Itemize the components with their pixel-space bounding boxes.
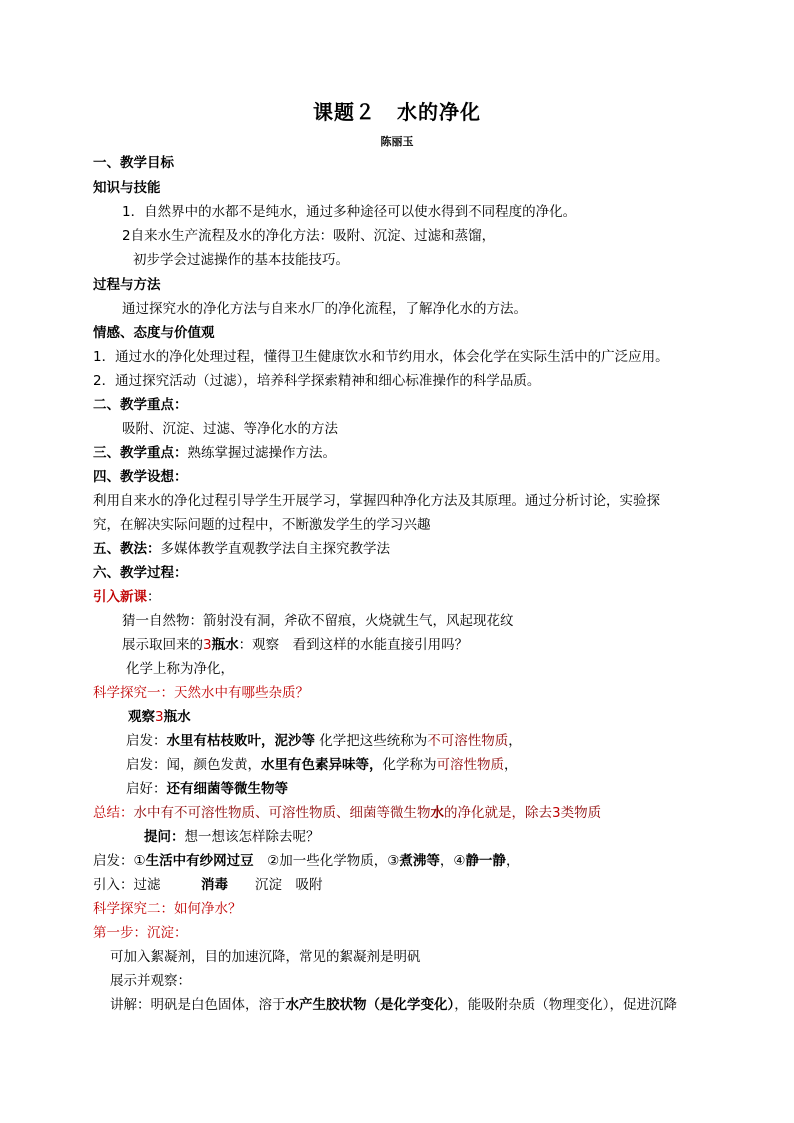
text-segment: ， <box>508 733 522 749</box>
text-line <box>93 804 601 822</box>
text-line <box>122 300 527 318</box>
text-segment: 水中有不可溶性物质、可溶性物质、细菌等微生物 <box>133 805 431 821</box>
text-segment: 还有细菌等微生物等 <box>166 781 288 797</box>
text-segment: 观察 <box>128 709 155 725</box>
text-segment: 初步学会过滤操作的基本技能技巧。 <box>133 252 349 268</box>
text-line <box>110 948 421 966</box>
text-segment: 生活中有纱网过豆 <box>145 853 254 869</box>
text-line <box>93 588 161 606</box>
text-line <box>126 660 234 678</box>
text-segment: 煮沸等 <box>399 853 440 869</box>
text-line <box>93 179 161 197</box>
text-segment: ，能吸附杂质（物理变化），促进沉降 <box>454 997 677 1013</box>
text-segment: 想一想该怎样除去呢？ <box>184 829 320 845</box>
text-segment: 化学上称为净化， <box>126 661 234 677</box>
text-line <box>133 251 349 269</box>
text-segment: 总结： <box>93 805 134 821</box>
text-segment: 科学探究二：如何净水？ <box>93 901 242 917</box>
text-segment: 第一步：沉淀： <box>93 925 188 941</box>
text-segment: 水里有色素异味等， <box>261 757 383 773</box>
text-segment: 过程与方法 <box>93 277 161 293</box>
text-segment: 3 <box>552 805 561 821</box>
text-line <box>93 324 215 342</box>
text-segment: 水里有枯枝败叶，泥沙等 <box>166 733 315 749</box>
text-segment: 展示取回来的 <box>122 637 203 653</box>
text-segment: ： <box>147 589 161 605</box>
text-segment: 展示并观察： <box>110 973 191 989</box>
text-line <box>93 924 188 942</box>
text-segment: 熟练掌握过滤操作方法。 <box>187 445 336 461</box>
text-segment: 引入：过滤 <box>93 877 201 893</box>
text-line <box>93 540 390 558</box>
text-segment: 多媒体教学直观教学法自主探究教学法 <box>160 541 390 557</box>
text-line <box>122 203 576 221</box>
text-segment: 情感、态度与价值观 <box>93 325 215 341</box>
text-segment: 不可溶性物质 <box>427 733 509 749</box>
text-line <box>126 732 522 750</box>
text-segment: 究，在解决实际问题的过程中，不断激发学生的学习兴趣 <box>93 517 431 533</box>
text-segment: 类物质 <box>560 805 602 821</box>
text-segment: 二、教学重点： <box>93 397 188 413</box>
text-line <box>93 492 660 510</box>
text-line <box>93 348 669 366</box>
text-segment: 启发：闻，颜色发黄， <box>126 757 261 773</box>
text-segment: 四、教学设想： <box>93 469 188 485</box>
text-segment: 2自来水生产流程及水的净化方法：吸附、沉淀、过滤和蒸馏， <box>122 228 496 244</box>
text-segment: ，④ <box>439 853 466 869</box>
text-segment: 消毒 <box>201 877 228 893</box>
text-segment: 的净化就是，除去 <box>444 805 552 821</box>
text-segment: 利用自来水的净化过程引导学生开展学习，掌握四种净化方法及其原理。通过分析讨论，实验探 <box>93 493 660 509</box>
text-line <box>93 372 540 390</box>
text-segment: 五、教法： <box>93 541 161 557</box>
text-segment: ②加一些化学物质，③ <box>253 853 400 869</box>
text-line <box>126 756 518 774</box>
text-line <box>122 636 468 654</box>
page-title: 课题２ 水的净化 <box>313 100 481 124</box>
text-segment: 可溶性物质 <box>436 757 504 773</box>
text-segment: 瓶水 <box>211 637 239 653</box>
text-segment: 启发： <box>126 733 167 749</box>
text-segment: 知识与技能 <box>93 180 161 196</box>
text-segment: 三、教学重点： <box>93 445 188 461</box>
text-segment: 启好： <box>126 781 167 797</box>
text-segment: 六、教学过程： <box>93 565 188 581</box>
text-segment: 猜一自然物：箭射没有洞，斧砍不留痕，火烧就生气，风起现花纹 <box>122 613 514 629</box>
text-line <box>110 996 677 1014</box>
text-segment: 沉淀 吸附 <box>228 877 323 893</box>
text-segment: 可加入絮凝剂，目的加速沉降，常见的絮凝剂是明矾 <box>110 949 421 965</box>
text-segment: 科学探究一：天然水中有哪些杂质？ <box>93 685 309 701</box>
text-segment: 化学把这些统称为 <box>315 733 428 749</box>
text-line <box>93 444 336 462</box>
text-line <box>93 276 161 294</box>
text-line <box>126 780 288 798</box>
text-segment: 3 <box>155 709 164 725</box>
text-segment: ， <box>504 757 518 773</box>
text-segment: 静一静 <box>465 853 506 869</box>
text-line <box>122 612 514 630</box>
text-line <box>93 900 242 918</box>
text-segment: 2．通过探究活动（过滤），培养科学探索精神和细心标准操作的科学品质。 <box>93 373 541 389</box>
text-line <box>93 852 519 870</box>
text-line <box>93 468 188 486</box>
text-segment: 化学称为 <box>382 757 437 773</box>
author-name: 陈丽玉 <box>380 135 414 148</box>
text-segment: 通过探究水的净化方法与自来水厂的净化流程，了解净化水的方法。 <box>122 301 527 317</box>
text-segment: 1．自然界中的水都不是纯水，通过多种途径可以使水得到不同程度的净化。 <box>122 204 577 220</box>
text-segment: 讲解：明矾是白色固体，溶于 <box>110 997 286 1013</box>
text-line <box>128 708 191 726</box>
text-segment: 提问： <box>144 829 185 845</box>
text-segment: 启发：① <box>93 853 146 869</box>
text-line <box>93 516 431 534</box>
text-line <box>144 828 320 846</box>
text-line <box>93 154 174 172</box>
text-line <box>110 972 191 990</box>
text-line <box>93 396 188 414</box>
text-segment: 一、教学目标 <box>93 155 174 171</box>
text-segment: 瓶水 <box>163 709 191 725</box>
text-line <box>93 684 309 702</box>
text-segment: 水产生胶状物（是化学变化） <box>285 997 455 1013</box>
text-line <box>122 227 495 245</box>
text-segment: 引入新课 <box>93 589 147 605</box>
text-segment: 3 <box>203 637 212 653</box>
text-segment: 1．通过水的净化处理过程，懂得卫生健康饮水和节约用水，体会化学在实际生活中的广泛应用。 <box>93 349 669 365</box>
text-line <box>122 420 338 438</box>
text-segment: 水 <box>430 805 444 821</box>
text-line <box>93 876 323 894</box>
text-segment: ：观察 看到这样的水能直接引用吗？ <box>238 637 469 653</box>
text-segment: ， <box>505 853 520 869</box>
text-line <box>93 564 188 582</box>
text-segment: 吸附、沉淀、过滤、等净化水的方法 <box>122 421 338 437</box>
